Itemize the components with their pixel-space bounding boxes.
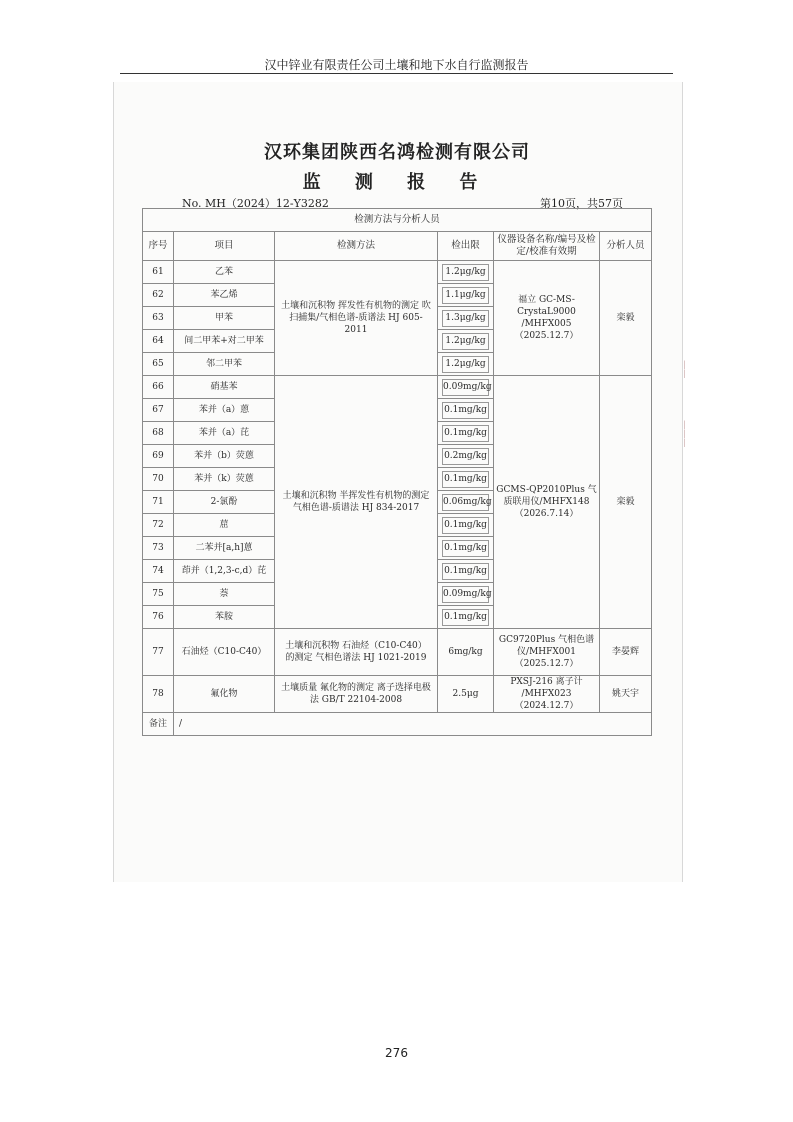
row-number: 70	[143, 468, 174, 491]
limit-value: 0.1mg/kg	[442, 540, 489, 557]
row-number: 61	[143, 261, 174, 284]
table-row	[143, 676, 652, 713]
analyst-cell: 栾毅	[600, 261, 652, 376]
limit-cell	[438, 583, 494, 606]
instrument-cell: GC9720Plus 气相色谱仪/MHFX001 （2025.12.7）	[494, 629, 600, 676]
limit-cell	[438, 353, 494, 376]
column-header-row	[143, 232, 652, 261]
row-item: 萘	[174, 583, 275, 606]
row-item: 䓛	[174, 514, 275, 537]
limit-cell	[438, 330, 494, 353]
margin-stamp-mark: | | |	[683, 420, 686, 447]
limit-value: 0.09mg/kg	[442, 379, 489, 396]
table-row	[143, 629, 652, 676]
limit-cell	[438, 284, 494, 307]
limit-value: 1.1μg/kg	[442, 287, 489, 304]
row-number: 73	[143, 537, 174, 560]
company-name: 汉环集团陕西名鸿检测有限公司	[264, 142, 530, 163]
row-item: 二苯并[a,h]蒽	[174, 537, 275, 560]
row-number: 66	[143, 376, 174, 399]
limit-cell	[438, 376, 494, 399]
analyst-cell: 姚天宇	[600, 676, 652, 713]
limit-value: 1.2μg/kg	[442, 333, 489, 350]
limit-cell	[438, 445, 494, 468]
limit-value: 0.1mg/kg	[442, 563, 489, 580]
row-number: 77	[143, 629, 174, 676]
analyst-cell: 李晏辉	[600, 629, 652, 676]
row-item: 氟化物	[174, 676, 275, 713]
row-item: 苯并（a）芘	[174, 422, 275, 445]
row-item: 苯乙烯	[174, 284, 275, 307]
limit-value: 1.3μg/kg	[442, 310, 489, 327]
method-cell: 土壤质量 氟化物的测定 离子选择电极法 GB/T 22104-2008	[275, 676, 438, 713]
row-item: 2-氯酚	[174, 491, 275, 514]
column-header: 项目	[174, 232, 275, 261]
instrument-cell: PXSJ-216 离子计 /MHFX023（2024.12.7）	[494, 676, 600, 713]
limit-cell	[438, 261, 494, 284]
running-header: 汉中锌业有限责任公司土壤和地下水自行监测报告	[264, 58, 529, 72]
limit-value: 0.1mg/kg	[442, 609, 489, 626]
limit-value: 1.2μg/kg	[442, 264, 489, 281]
table-caption: 检测方法与分析人员	[143, 209, 652, 232]
row-item: 乙苯	[174, 261, 275, 284]
row-number: 64	[143, 330, 174, 353]
row-number: 78	[143, 676, 174, 713]
limit-value: 6mg/kg	[438, 629, 494, 676]
method-cell: 土壤和沉积物 石油烃（C10-C40）的测定 气相色谱法 HJ 1021-2019	[275, 629, 438, 676]
limit-value: 0.1mg/kg	[442, 425, 489, 442]
limit-value: 1.2μg/kg	[442, 356, 489, 373]
row-number: 63	[143, 307, 174, 330]
method-cell: 土壤和沉积物 挥发性有机物的测定 吹扫捕集/气相色谱-质谱法 HJ 605-2011	[275, 261, 438, 376]
header-rule	[120, 73, 673, 74]
row-number: 71	[143, 491, 174, 514]
row-item: 苯并（b）荧蒽	[174, 445, 275, 468]
column-header: 分析人员	[600, 232, 652, 261]
row-item: 间二甲苯+对二甲苯	[174, 330, 275, 353]
row-item: 苯并（k）荧蒽	[174, 468, 275, 491]
row-number: 69	[143, 445, 174, 468]
limit-cell	[438, 468, 494, 491]
limit-cell	[438, 537, 494, 560]
column-header: 检测方法	[275, 232, 438, 261]
row-number: 72	[143, 514, 174, 537]
limit-cell	[438, 606, 494, 629]
report-title: 监 测 报 告	[302, 172, 492, 193]
limit-value: 2.5μg	[438, 676, 494, 713]
instrument-cell: 福立 GC-MS-CrystaL9000 /MHFX005（2025.12.7）	[494, 261, 600, 376]
row-item: 石油烃（C10-C40）	[174, 629, 275, 676]
row-number: 74	[143, 560, 174, 583]
table-row	[143, 261, 652, 284]
row-number: 75	[143, 583, 174, 606]
limit-cell	[438, 399, 494, 422]
instrument-cell: GCMS-QP2010Plus 气质联用仪/MHFX148 （2026.7.14）	[494, 376, 600, 629]
limit-cell	[438, 560, 494, 583]
row-number: 62	[143, 284, 174, 307]
report-number: No. MH（2024）12-Y3282	[182, 197, 329, 210]
limit-cell	[438, 514, 494, 537]
limit-cell	[438, 307, 494, 330]
row-item: 甲苯	[174, 307, 275, 330]
table-row	[143, 376, 652, 399]
limit-value: 0.09mg/kg	[442, 586, 489, 603]
method-cell: 土壤和沉积物 半挥发性有机物的测定 气相色谱-质谱法 HJ 834-2017	[275, 376, 438, 629]
page-number: 276	[385, 1046, 408, 1060]
row-number: 68	[143, 422, 174, 445]
limit-value: 0.1mg/kg	[442, 517, 489, 534]
limit-value: 0.1mg/kg	[442, 471, 489, 488]
column-header: 仪器设备名称/编号及检定/校准有效期	[494, 232, 600, 261]
remark-label: 备注	[143, 713, 174, 736]
row-item: 茚并（1,2,3-c,d）芘	[174, 560, 275, 583]
limit-value: 0.1mg/kg	[442, 402, 489, 419]
column-header: 检出限	[438, 232, 494, 261]
column-header: 序号	[143, 232, 174, 261]
margin-stamp-mark: | |	[683, 360, 686, 378]
page-info: 第10页，共57页	[540, 197, 623, 210]
row-number: 65	[143, 353, 174, 376]
row-item: 邻二甲苯	[174, 353, 275, 376]
row-number: 67	[143, 399, 174, 422]
limit-cell	[438, 422, 494, 445]
limit-value: 0.06mg/kg	[442, 494, 489, 511]
row-item: 苯胺	[174, 606, 275, 629]
row-item: 硝基苯	[174, 376, 275, 399]
remark-row	[143, 713, 652, 736]
limit-value: 0.2mg/kg	[442, 448, 489, 465]
table-caption-row	[143, 209, 652, 232]
row-item: 苯并（a）蒽	[174, 399, 275, 422]
method-table	[142, 208, 652, 736]
analyst-cell: 栾毅	[600, 376, 652, 629]
remark-value: /	[174, 713, 652, 736]
row-number: 76	[143, 606, 174, 629]
limit-cell	[438, 491, 494, 514]
